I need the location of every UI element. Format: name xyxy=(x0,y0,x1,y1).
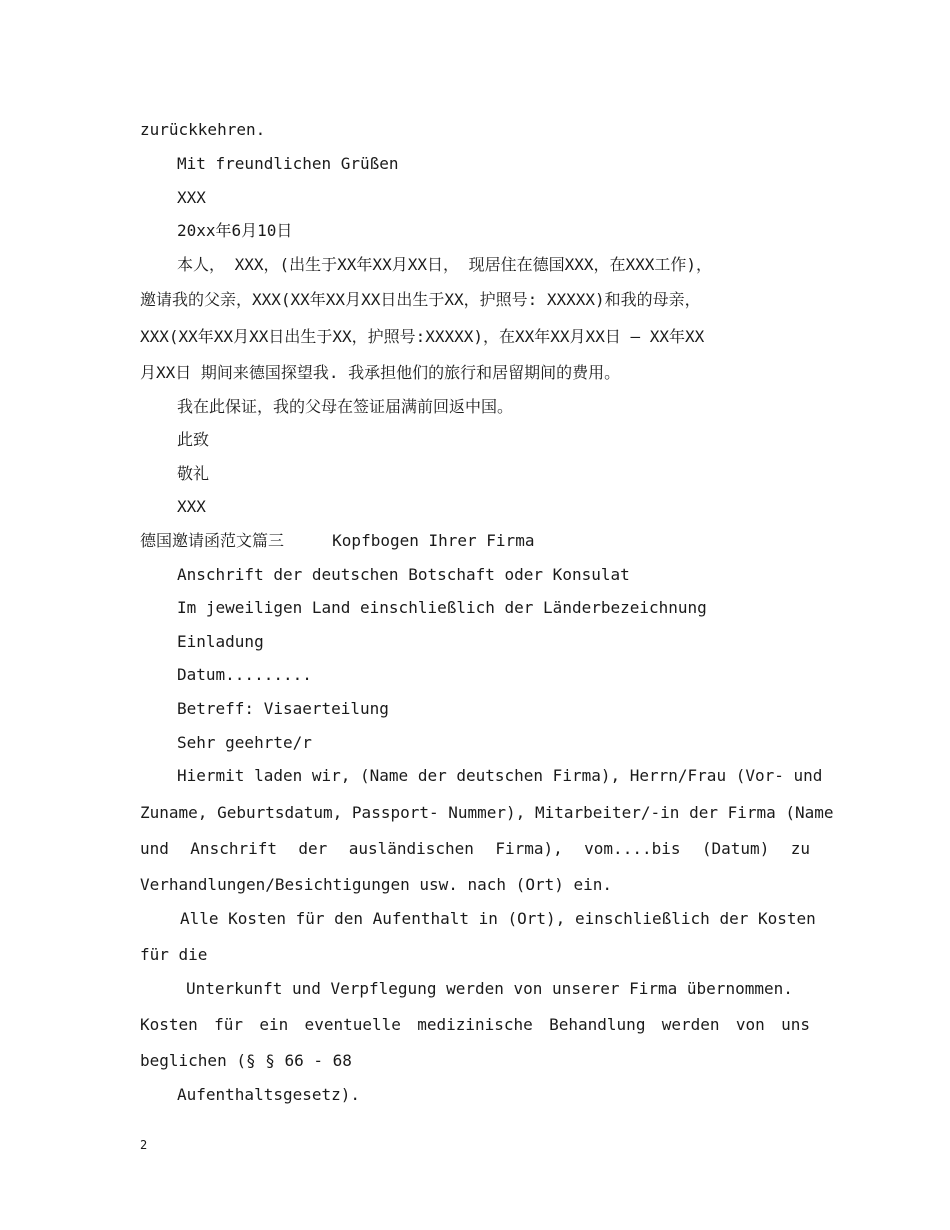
text-line: 邀请我的父亲，XXX(XX年XX月XX日出生于XX，护照号: XXXXX)和我的母亲， xyxy=(140,290,701,309)
text-line: 此致 xyxy=(177,430,210,449)
text-line: Unterkunft und Verpflegung werden von unserer Firma übernommen. xyxy=(186,979,793,998)
text-line: XXX xyxy=(177,497,206,516)
text-line: Anschrift der deutschen Botschaft oder Konsulat xyxy=(177,565,630,584)
text-line: 本人， XXX，(出生于XX年XX月XX日， 现居住在德国XXX，在XXX工作)， xyxy=(177,255,713,274)
text-line: Einladung xyxy=(177,632,264,651)
text-line: Mit freundlichen Grüßen xyxy=(177,154,399,173)
text-line: Im jeweiligen Land einschließlich der Länderbezeichnung xyxy=(177,598,707,617)
text-line: Hiermit laden wir, (Name der deutschen Firma), Herrn/Frau (Vor- und xyxy=(177,766,823,785)
text-line: und Anschrift der ausländischen Firma), vom....bis (Datum) zu xyxy=(140,839,810,858)
text-line: beglichen (§ § 66 - 68 xyxy=(140,1051,352,1070)
text-line: Sehr geehrte/r xyxy=(177,733,312,752)
text-line: Alle Kosten für den Aufenthalt in (Ort), einschließlich der Kosten xyxy=(180,909,816,928)
text-line: 月XX日 期间来德国探望我. 我承担他们的旅行和居留期间的费用。 xyxy=(140,363,621,382)
text-line: Datum......... xyxy=(177,665,312,684)
text-line: Zuname, Geburtsdatum, Passport- Nummer), Mitarbeiter/-in der Firma (Name xyxy=(140,803,834,822)
text-line: XXX(XX年XX月XX日出生于XX，护照号:XXXXX)，在XX年XX月XX日 — XX年XX xyxy=(140,327,705,346)
text-line: Aufenthaltsgesetz). xyxy=(177,1085,361,1104)
text-line: Verhandlungen/Besichtigungen usw. nach (Ort) ein. xyxy=(140,875,613,894)
text-line: XXX xyxy=(177,188,206,207)
text-line: Betreff: Visaerteilung xyxy=(177,699,389,718)
section-heading: 德国邀请函范文篇三 Kopfbogen Ihrer Firma xyxy=(140,531,535,550)
text-line: 敬礼 xyxy=(177,464,210,483)
text-line: Kosten für ein eventuelle medizinische Behandlung werden von uns xyxy=(140,1015,810,1034)
text-line: 20xx年6月10日 xyxy=(177,221,293,240)
text-line: für die xyxy=(140,945,208,964)
text-line: 我在此保证，我的父母在签证届满前回返中国。 xyxy=(177,397,514,416)
page-number: 2 xyxy=(140,1138,148,1152)
text-line: zurückkehren. xyxy=(140,120,266,139)
